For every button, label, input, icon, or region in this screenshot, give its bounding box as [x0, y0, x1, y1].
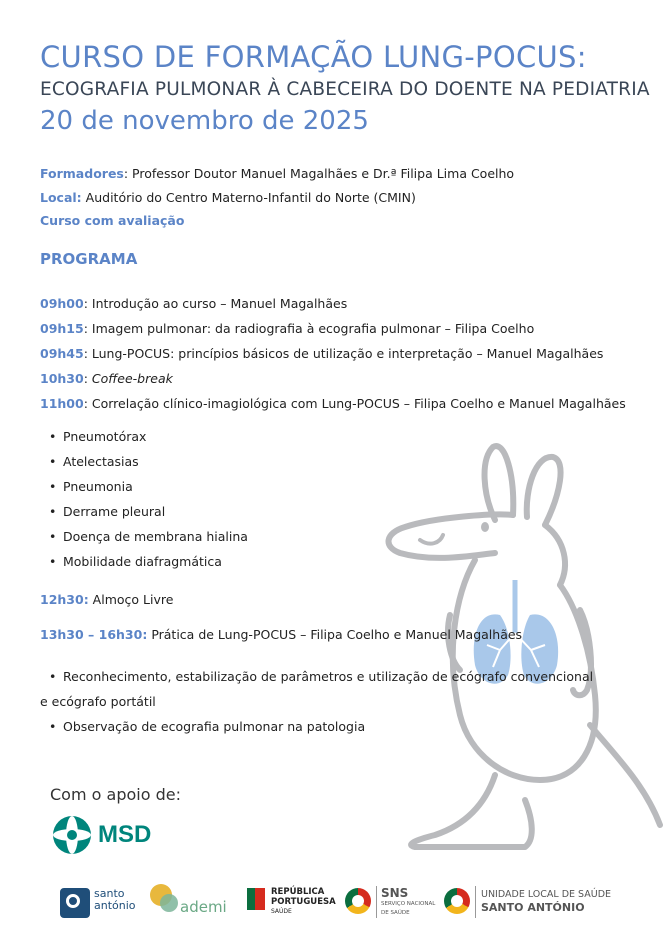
practice-bullet: • Observação de ecografia pulmonar na patologia [63, 719, 365, 734]
schedule-time: 09h45 [40, 346, 84, 361]
practice-bullet-continuation: e ecógrafo portátil [40, 694, 156, 709]
course-title: CURSO DE FORMAÇÃO LUNG-POCUS: [40, 40, 587, 74]
santo-antonio-text-2: antónio [94, 899, 136, 912]
topic-item: • Atelectasias [63, 454, 139, 469]
topic-item: • Pneumotórax [63, 429, 146, 444]
msd-logo [52, 815, 162, 855]
local-line [40, 190, 416, 205]
programa-heading: PROGRAMA [40, 250, 138, 268]
sns-icon [345, 888, 371, 914]
ademi-logo [150, 880, 235, 920]
lunch-line [40, 592, 173, 607]
schedule-item [40, 346, 603, 361]
schedule-text: : Lung-POCUS: princípios básicos de utilização e interpretação – Manuel Magalhães [83, 346, 604, 361]
republica-text-3: SAÚDE [271, 908, 292, 915]
local-value: Auditório do Centro Materno-Infantil do Norte (CMIN) [81, 190, 416, 205]
uls-text-2: SANTO ANTÓNIO [481, 901, 585, 914]
schedule-item [40, 296, 347, 311]
ademi-wordmark: ademi [180, 898, 227, 916]
sns-sub-1: SERVIÇO NACIONAL [381, 901, 436, 907]
practice-bullet: • Reconhecimento, estabilização de parâmetros e utilização de ecógrafo convencional [63, 669, 593, 684]
schedule-text: : Correlação clínico-imagiológica com Lung-POCUS – Filipa Coelho e Manuel Magalhães [83, 396, 626, 411]
msd-wordmark: MSD [98, 821, 152, 848]
course-date: 20 de novembro de 2025 [40, 106, 369, 136]
formadores-value: : Professor Doutor Manuel Magalhães e Dr.ª Filipa Lima Coelho [123, 166, 515, 181]
support-label: Com o apoio de: [50, 785, 181, 804]
course-subtitle: ECOGRAFIA PULMONAR À CABECEIRA DO DOENTE NA PEDIATRIA [40, 79, 650, 100]
schedule-text: : Introdução ao curso – Manuel Magalhães [83, 296, 348, 311]
santo-antonio-logo [60, 886, 145, 922]
practice-time: 13h30 – 16h30: [40, 627, 148, 642]
sns-wordmark: SNS [381, 886, 409, 900]
schedule-time: 11h00 [40, 396, 84, 411]
topic-item: • Mobilidade diafragmática [63, 554, 222, 569]
republica-portuguesa-logo [247, 886, 336, 920]
schedule-time: 09h00 [40, 296, 84, 311]
topic-item: • Doença de membrana hialina [63, 529, 248, 544]
santo-antonio-text-1: santo [94, 887, 125, 900]
schedule-item: 10h30: Coffee-break [40, 371, 173, 386]
schedule-item [40, 321, 534, 336]
uls-santo-antonio-logo [444, 886, 614, 920]
santo-antonio-icon [60, 888, 90, 918]
schedule-time: 09h15 [40, 321, 84, 336]
formadores-line [40, 166, 514, 181]
topic-item: • Derrame pleural [63, 504, 165, 519]
formadores-label: Formadores [40, 166, 124, 181]
schedule-text: : Imagem pulmonar: da radiografia à ecografia pulmonar – Filipa Coelho [83, 321, 535, 336]
schedule-time: 10h30 [40, 371, 84, 386]
kangaroo-mascot-illustration [375, 435, 666, 850]
lunch-text: Almoço Livre [88, 592, 174, 607]
republica-text-2: PORTUGUESA [271, 897, 336, 907]
sns-logo [345, 886, 435, 920]
msd-symbol-icon [52, 815, 92, 855]
schedule-item [40, 396, 626, 411]
sns-sub-2: DE SAÚDE [381, 910, 410, 916]
uls-icon [444, 888, 470, 914]
schedule-text: Coffee-break [91, 371, 173, 386]
republica-text-1: REPÚBLICA [271, 887, 325, 897]
avaliacao-note: Curso com avaliação [40, 213, 185, 228]
practice-text: Prática de Lung-POCUS – Filipa Coelho e Manuel Magalhães [147, 627, 523, 642]
practice-line [40, 627, 522, 642]
lunch-time: 12h30: [40, 592, 89, 607]
topic-item: • Pneumonia [63, 479, 133, 494]
local-label: Local: [40, 190, 82, 205]
uls-text-1: UNIDADE LOCAL DE SAÚDE [481, 889, 612, 900]
